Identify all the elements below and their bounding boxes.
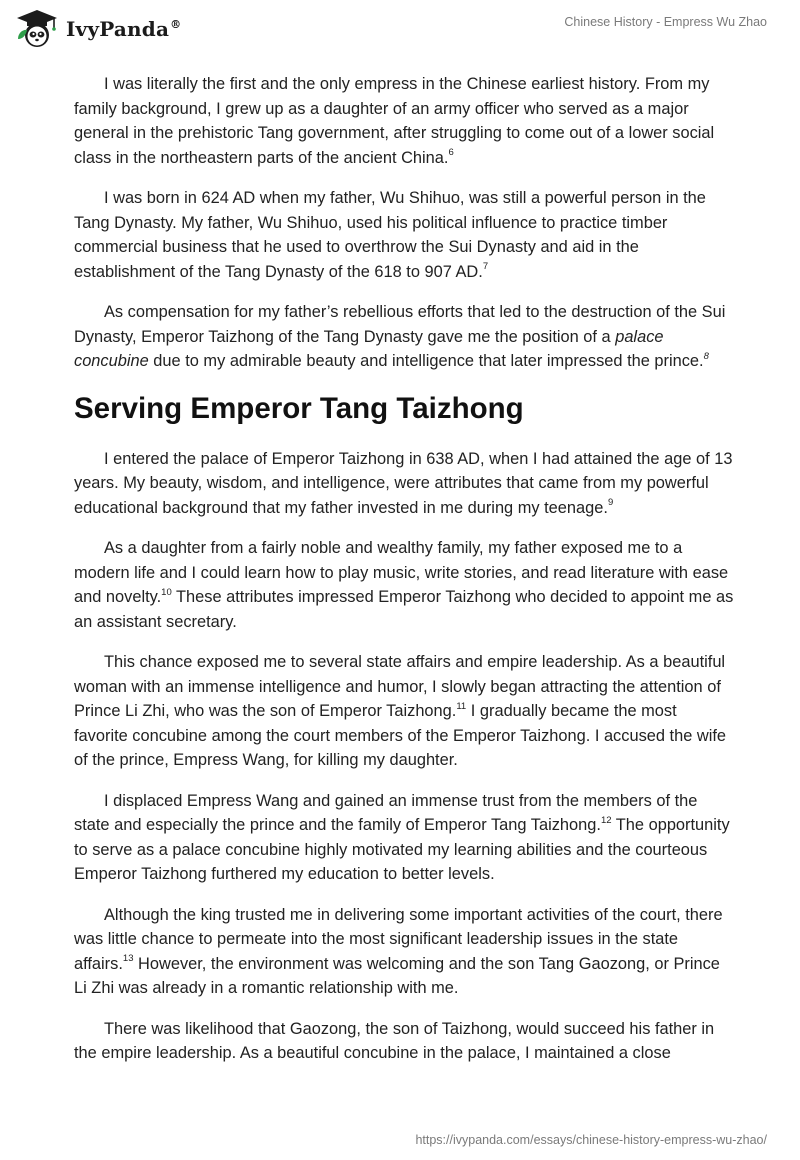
paragraph: This chance exposed me to several state affairs and empire leadership. As a beautiful woman with an immense intelligence and humor, I slowly began attracting the attention of Prince Li Zhi, who was the son of Emperor Taizhong.$^{11}$ I gradually became the most favorite concubine among the court members of the Emperor Taizhong. I accused the wife of the prince, Empress Wang, for killing my daughter. (74, 653, 727, 769)
footnote-ref[interactable]: 13 (122, 953, 134, 965)
page-header (0, 0, 800, 56)
footnote-ref[interactable]: 6 (448, 147, 454, 159)
footnote-ref[interactable]: 11 (456, 700, 467, 712)
paragraph: As a daughter from a fairly noble and wealthy family, my father exposed me to a modern life and I could learn how to play music, write stories, and read literature with ease and novelty.$^{10}$ These attributes impressed Emperor Taizhong who decided to appoint me as an assistant secretary. (74, 539, 734, 631)
source-url[interactable]: https://ivypanda.com/essays/chinese-history-empress-wu-zhao/ (415, 1133, 767, 1147)
footnote-ref[interactable]: 12 (600, 814, 612, 826)
paragraph: I was born in 624 AD when my father, Wu Shihuo, was still a powerful person in the Tang Dynasty. My father, Wu Shihuo, used his political influence to practice timber commercial business that he used to overthrow the Sui Dynasty and aid in the establishment of the Tang Dynasty of the 618 to 907 AD.$^7$ (74, 189, 706, 281)
essay-body (74, 72, 734, 1082)
footnote-ref[interactable]: 9 (607, 497, 614, 509)
paragraph: I was literally the first and the only empress in the Chinese earliest history. From my family background, I grew up as a daughter of an army officer who served as a major general in the prehistoric Tang government, after struggling to come out of a lower social class in the northeastern parts of the ancient China.$^6$ (74, 75, 715, 167)
paragraph: Although the king trusted me in delivering some important activities of the court, there was little chance to permeate into the most significant leadership issues in the state affairs.$^{13}$ However, the environment was welcoming and the son Tang Gaozong, or Prince Li Zhi was already in a romantic relationship with me. (74, 905, 723, 997)
document-title: Chinese History - Empress Wu Zhao (564, 15, 767, 29)
paragraph: I displaced Empress Wang and gained an immense trust from the members of the state and especially the prince and the family of Emperor Tang Taizhong.$^{12}$ The opportunity to serve as a palace concubine highly motivated my learning abilities and the courteous Emperor Taizhong furthered my education to better levels. (74, 791, 730, 883)
footnote-ref[interactable]: 8 (703, 350, 709, 362)
footnote-ref[interactable]: 10 (161, 586, 172, 598)
paragraph: There was likelihood that Gaozong, the son of Taizhong, would succeed his father in the empire leadership. As a beautiful concubine in the palace, I maintained a close (74, 1019, 715, 1062)
panda-graduate-icon (14, 9, 60, 49)
footnote-ref[interactable]: 7 (482, 261, 489, 273)
paragraph: I entered the palace of Emperor Taizhong in 638 AD, when I had attained the age of 13 years. My beauty, wisdom, and intelligence, were attributes that came from my powerful educational background that my father invested in me during my teenage.$^9$ (74, 449, 733, 517)
brand-name: IvyPanda® (66, 17, 182, 41)
section-heading: Serving Emperor Tang Taizhong (74, 391, 524, 425)
ivypanda-logo[interactable] (14, 9, 181, 49)
paragraph: As compensation for my father’s rebellious efforts that led to the destruction of the Sui Dynasty, Emperor Taizhong of the Tang Dynasty gave me the position of a palace concubine due to my admirable beauty and intelligence that later impressed the prince.$^8$ (74, 303, 726, 370)
